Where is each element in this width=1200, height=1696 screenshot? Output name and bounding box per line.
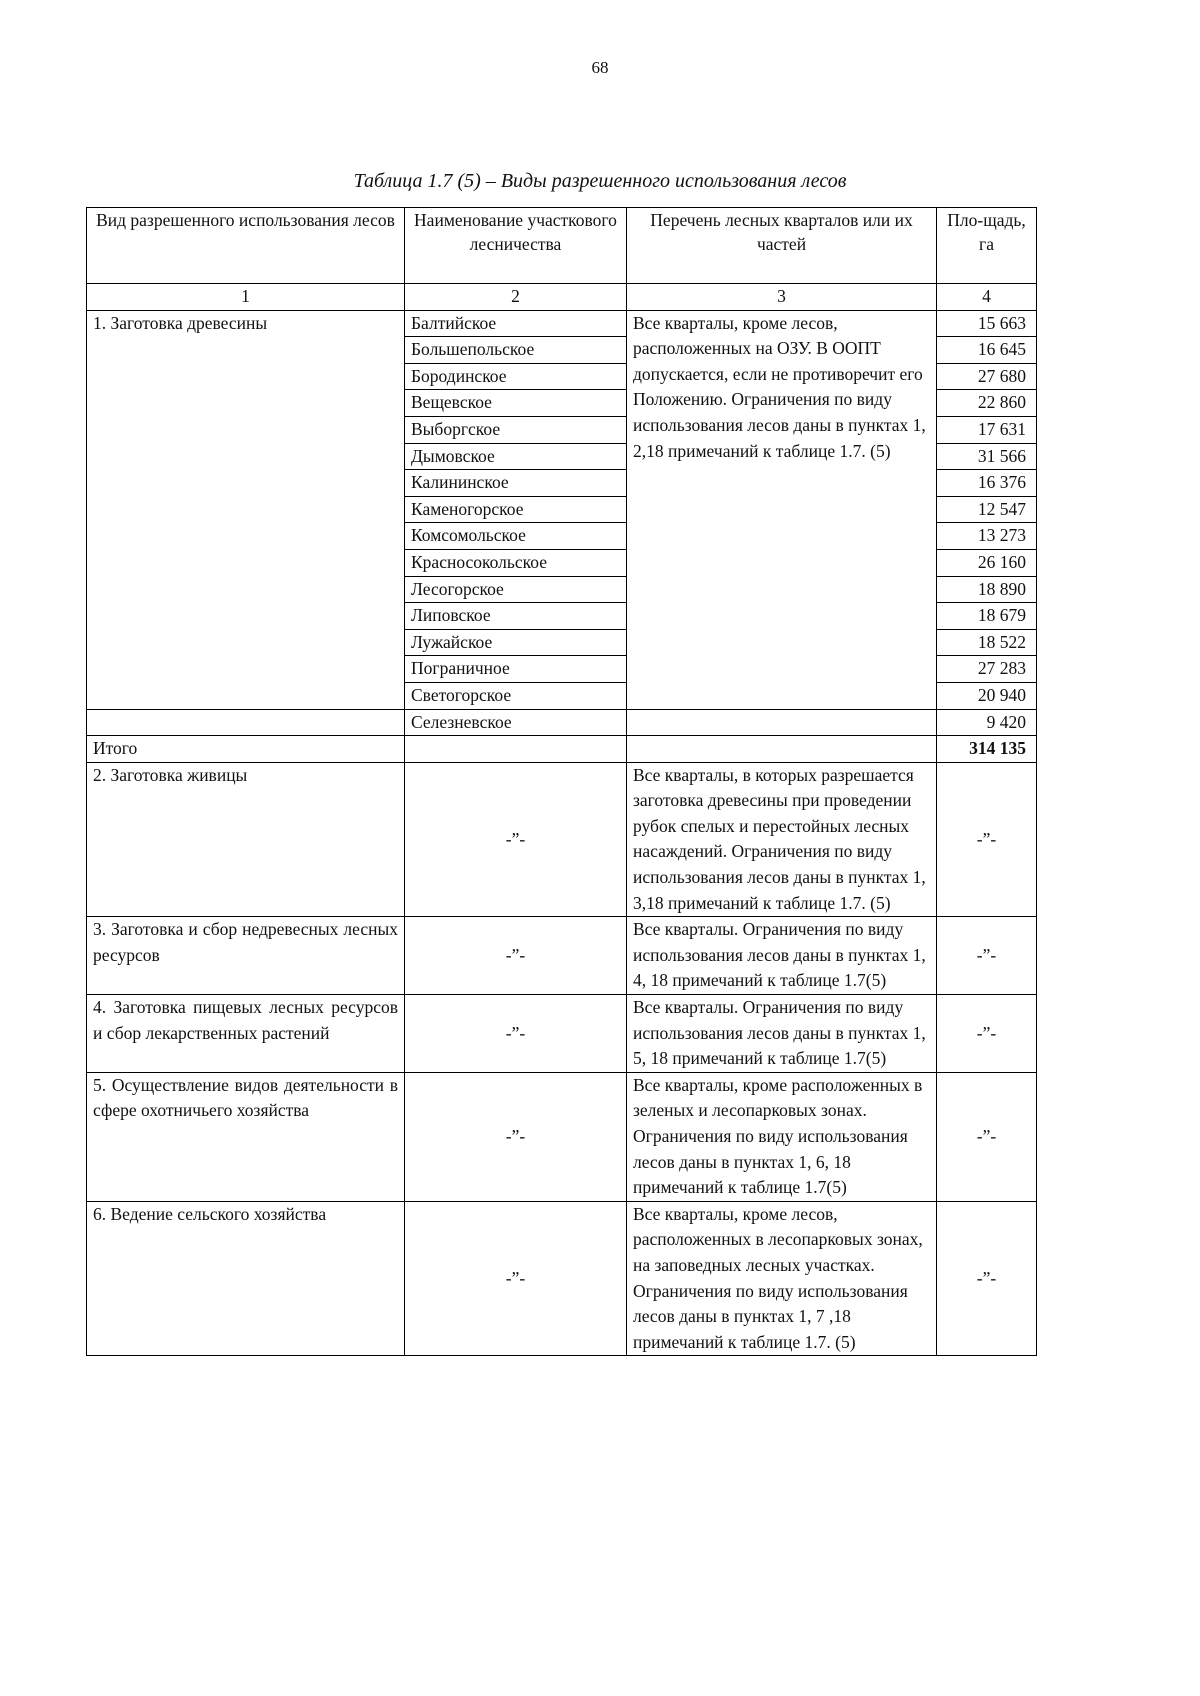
area-value: 31 566 <box>937 443 1037 470</box>
empty-cell <box>627 736 937 763</box>
forestry-name: Каменогорское <box>405 496 627 523</box>
ditto-mark: -”- <box>405 1201 627 1356</box>
area-value: 16 376 <box>937 470 1037 497</box>
ditto-mark: -”- <box>405 762 627 917</box>
use-type-cell: 4. Заготовка пищевых лесных ресурсов и сбор лекарственных растений <box>87 995 405 1073</box>
ditto-mark: -”- <box>937 917 1037 995</box>
forestry-name: Большепольское <box>405 337 627 364</box>
use-type-cell: 5. Осуществление видов деятельности в сфере охотничьего хозяйства <box>87 1072 405 1201</box>
use-type-cell: 3. Заготовка и сбор недревесных лесных ресурсов <box>87 917 405 995</box>
empty-cell <box>627 709 937 736</box>
total-row <box>87 736 1037 763</box>
area-value: 12 547 <box>937 496 1037 523</box>
area-value: 9 420 <box>937 709 1037 736</box>
forestry-name: Липовское <box>405 603 627 630</box>
forestry-name: Выборгское <box>405 416 627 443</box>
table-caption: Таблица 1.7 (5) – Виды разрешенного использования лесов <box>353 170 847 192</box>
forestry-name: Калининское <box>405 470 627 497</box>
header-use-type: Вид разрешенного использования лесов <box>87 208 405 284</box>
forestry-name: Светогорское <box>405 682 627 709</box>
column-number-row <box>87 284 1037 311</box>
table-row <box>87 762 1037 917</box>
forestry-name: Селезневское <box>405 709 627 736</box>
area-value: 16 645 <box>937 337 1037 364</box>
column-number: 2 <box>405 284 627 311</box>
table-row <box>87 310 1037 337</box>
header-forestry: Наименование участкового лесничества <box>405 208 627 284</box>
empty-cell <box>87 709 405 736</box>
column-number: 1 <box>87 284 405 311</box>
forestry-name: Красносокольское <box>405 549 627 576</box>
forestry-name: Дымовское <box>405 443 627 470</box>
area-value: 20 940 <box>937 682 1037 709</box>
table-row <box>87 1201 1037 1356</box>
ditto-mark: -”- <box>937 762 1037 917</box>
table-row <box>87 995 1037 1073</box>
forestry-name: Бородинское <box>405 363 627 390</box>
ditto-mark: -”- <box>405 995 627 1073</box>
land-use-table <box>86 207 1037 1356</box>
forestry-name: Комсомольское <box>405 523 627 550</box>
area-value: 15 663 <box>937 310 1037 337</box>
ditto-mark: -”- <box>405 917 627 995</box>
quarters-cell: Все кварталы, кроме лесов, расположенных на ОЗУ. В ООПТ допускается, если не противоречит его Положению. Ограничения по виду использования лесов даны в пунктах 1, 2,18 примечаний к таблице 1.7. (5) <box>627 310 937 709</box>
forestry-name: Пограничное <box>405 656 627 683</box>
empty-cell <box>405 736 627 763</box>
area-value: 27 680 <box>937 363 1037 390</box>
total-label: Итого <box>87 736 405 763</box>
header-row <box>87 208 1037 284</box>
area-value: 18 679 <box>937 603 1037 630</box>
forestry-name: Лесогорское <box>405 576 627 603</box>
column-number: 4 <box>937 284 1037 311</box>
table-row <box>87 917 1037 995</box>
forestry-name: Вещевское <box>405 390 627 417</box>
forestry-name: Балтийское <box>405 310 627 337</box>
use-type-cell: 2. Заготовка живицы <box>87 762 405 917</box>
column-number: 3 <box>627 284 937 311</box>
quarters-cell: Все кварталы. Ограничения по виду использования лесов даны в пунктах 1, 5, 18 примечаний к таблице 1.7(5) <box>627 995 937 1073</box>
area-value: 26 160 <box>937 549 1037 576</box>
quarters-cell: Все кварталы. Ограничения по виду использования лесов даны в пунктах 1, 4, 18 примечаний к таблице 1.7(5) <box>627 917 937 995</box>
quarters-cell: Все кварталы, кроме лесов, расположенных в лесопарковых зонах, на заповедных лесных участках. Ограничения по виду использования лесов даны в пунктах 1, 7 ,18 примечаний к таблице 1.7. (5) <box>627 1201 937 1356</box>
use-type-cell: 6. Ведение сельского хозяйства <box>87 1201 405 1356</box>
ditto-mark: -”- <box>937 995 1037 1073</box>
header-area: Пло-щадь, га <box>937 208 1037 284</box>
table-row <box>87 1072 1037 1201</box>
ditto-mark: -”- <box>937 1201 1037 1356</box>
use-type-cell: 1. Заготовка древесины <box>87 310 405 709</box>
area-value: 18 522 <box>937 629 1037 656</box>
area-value: 18 890 <box>937 576 1037 603</box>
area-value: 22 860 <box>937 390 1037 417</box>
forestry-name: Лужайское <box>405 629 627 656</box>
ditto-mark: -”- <box>937 1072 1037 1201</box>
header-quarters: Перечень лесных кварталов или их частей <box>627 208 937 284</box>
quarters-cell: Все кварталы, кроме расположенных в зеленых и лесопарковых зонах. Ограничения по виду использования лесов даны в пунктах 1, 6, 18 примечаний к таблице 1.7(5) <box>627 1072 937 1201</box>
area-value: 27 283 <box>937 656 1037 683</box>
page-number: 68 <box>591 58 609 77</box>
total-area: 314 135 <box>937 736 1037 763</box>
quarters-cell: Все кварталы, в которых разрешается заготовка древесины при проведении рубок спелых и перестойных лесных насаждений. Ограничения по виду использования лесов даны в пунктах 1, 3,18 примечаний к таблице 1.7. (5) <box>627 762 937 917</box>
area-value: 13 273 <box>937 523 1037 550</box>
area-value: 17 631 <box>937 416 1037 443</box>
ditto-mark: -”- <box>405 1072 627 1201</box>
table-row <box>87 709 1037 736</box>
